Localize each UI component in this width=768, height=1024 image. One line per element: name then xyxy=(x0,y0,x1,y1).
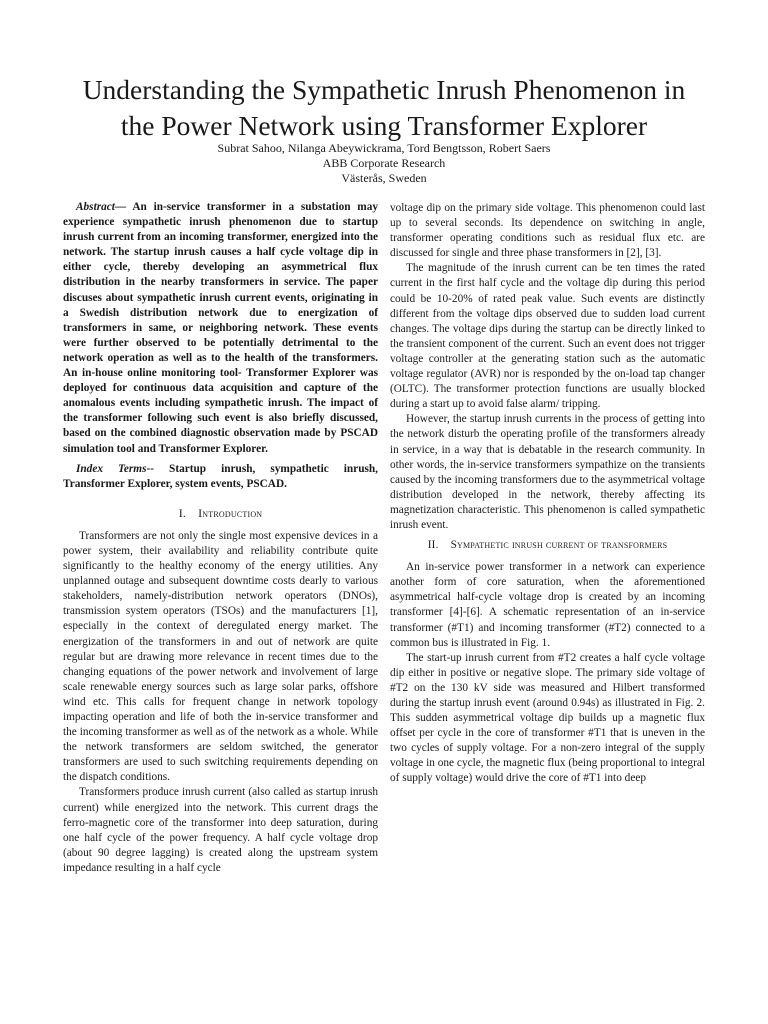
paragraph: An in-service power transformer in a network can experience another form of core saturation, when the aforementioned asymmetrical half-cycle voltage drop is created by an incoming transformer [4]-[6]. A schematic representation of an in-service transformer (#T1) and incoming transformer (#T2) connected to a common bus is illustrated in Fig. 1. xyxy=(390,561,705,649)
affiliation: ABB Corporate Research xyxy=(322,156,446,170)
abstract-text: An in-service transformer in a substation may experience sympathetic inrush phenomenon due to startup inrush current from an incoming transformer, energized into the network. The startup inrush causes a half cycle voltage dip in either cycle, thereby developing an asymmetrical flux distribution in the nearby transformers in service. The paper discuses about sympathetic inrush current events, originating in a Swedish distribution network due to energization of transformers in same, or neighboring network. These events were further observed to be potentially detrimental to the network operation as well as to the health of the transformers. An in-house online monitoring tool- Transformer Explorer was deployed for continuous data acquisition and capture of the anomalous events including sympathetic inrush. The impact of the transformer following such event is also briefly discussed, based on the combined diagnostic observation made by PSCAD simulation tool and Transformer Explorer. xyxy=(63,201,378,455)
right-column xyxy=(390,201,705,787)
paragraph: However, the startup inrush currents in the process of getting into the network disturb the operating profile of the transformers already in service, in a way that is debatable in the research community. In other words, the in-service transformers sympathize on the transients caused by the incoming transformers due to the asymmetrical voltage distribution developed in the network, thereby affecting its magnetization characteristic. This phenomenon is called sympathetic inrush event. xyxy=(390,413,705,531)
title-line-1: Understanding the Sympathetic Inrush Phenomenon in xyxy=(82,74,686,105)
paragraph: The magnitude of the inrush current can be ten times the rated current in the first half cycle and the voltage dip during this period could be 10-20% of rated peak value. Such events are distinctly different from the voltage dips observed due to sudden load current changes. The voltage dips during the startup can be directly linked to the transient component of the current. Such an event does not trigger voltage controller at the generating station such as the automatic voltage regulator (AVR) nor is responded by the on-load tap changer (OLTC). The transformer protection functions are usually blocked during a start up to avoid false alarm/ tripping. xyxy=(390,262,705,411)
abstract-label: Abstract— xyxy=(76,201,127,213)
section-heading-introduction xyxy=(63,506,378,521)
location: Västerås, Sweden xyxy=(341,171,427,185)
index-terms-text: -- Startup inrush, sympathetic inrush, Transformer Explorer, system events, PSCAD. xyxy=(63,462,378,490)
section-title: Introduction xyxy=(198,505,263,520)
authors: Subrat Sahoo, Nilanga Abeywickrama, Tord Bengtsson, Robert Saers xyxy=(217,141,551,155)
section-number: I. xyxy=(178,505,187,520)
paragraph: Transformers are not only the single most expensive devices in a power system, their availability and reliability contribute quite significantly to the healthy economy of the energy utilities. Any unplanned outage and subsequent downtime costs dearly to various stakeholders, namely-distribution network operators (DNOs), transmission system operators (TSOs) and the manufacturers [1], especially in the context of deregulated energy market. The energization of the transformers in and out of network are quite regular but are drawing more relevance in recent times due to the changing equations of the power network and involvement of large scale renewable energy sources such as large solar parks, offshore wind etc. This calls for frequent change in network topology impacting operation and life of both the in-service transformer and the incoming transformer as well as of the network as a whole. While the network transformers are seldom switched, the generator transformers are used to such switching requirements depending on the dispatch conditions. xyxy=(63,529,378,784)
index-terms-label: Index Terms xyxy=(76,462,147,475)
index-terms xyxy=(63,462,378,492)
paragraph: The start-up inrush current from #T2 creates a half cycle voltage dip either in positive or negative slope. The primary side voltage of #T2 on the 130 kV side was measured and Hilbert transformed during the startup inrush event (around 0.94s) as illustrated in Fig. 2. This sudden asymmetrical voltage dip builds up a magnetic flux offset per cycle in the core of transformer #T1 that is uneven in the two cycles of supply voltage. For a non-zero integral of the supply voltage in one cycle, the magnetic flux (being proportional to integral of supply voltage) would drive the core of #T1 into deep xyxy=(390,651,705,785)
paper-title xyxy=(40,72,728,144)
section-heading-sympathetic-inrush xyxy=(390,538,705,553)
paragraph: voltage dip on the primary side voltage. This phenomenon could last up to several seconds. Its dependence on switching in angle, transformer operating conditions such as residual flux etc. are discussed for single and three phase transformers in [2], [3]. xyxy=(390,202,705,260)
left-column xyxy=(63,200,378,876)
paragraph: Transformers produce inrush current (also called as startup inrush current) while energized into the network. This current drags the ferro-magnetic core of the transformer into deep saturation, during one half cycle of the power frequency. A half cycle voltage drop (about 90 degree lagging) is created along the upstream system impedance resulting in a half cycle xyxy=(63,786,378,874)
section-title: Sympathetic inrush current of transformers xyxy=(450,539,668,552)
section-number: II. xyxy=(427,539,439,552)
title-line-2: the Power Network using Transformer Explorer xyxy=(120,110,648,141)
abstract xyxy=(63,200,378,457)
